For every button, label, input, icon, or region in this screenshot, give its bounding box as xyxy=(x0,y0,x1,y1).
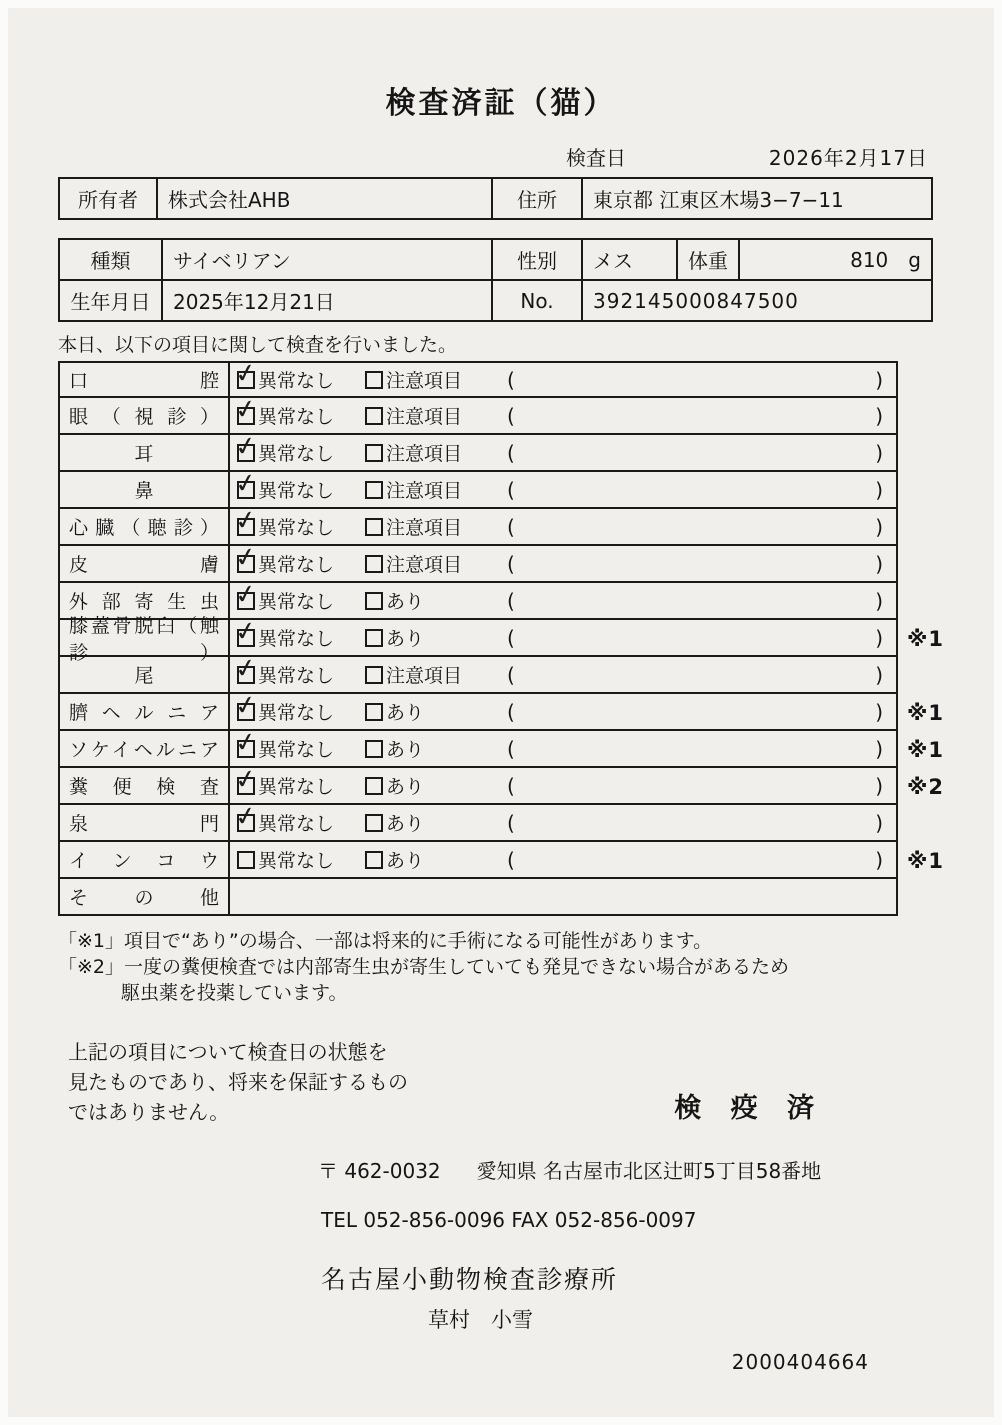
inspection-row-body xyxy=(230,842,896,877)
option-normal-label: 異常なし xyxy=(258,665,335,687)
inspection-item-name: 耳 xyxy=(60,435,230,470)
option-attention-label: 注意項目 xyxy=(386,406,463,428)
inspection-item-name: 膝蓋骨脱臼（触診） xyxy=(60,620,230,655)
remarks-field xyxy=(503,589,896,613)
inspection-date-label: 検査日 xyxy=(566,146,626,170)
paren-open: ( xyxy=(507,514,515,539)
inspection-row-cells xyxy=(58,879,898,916)
checkbox-attention xyxy=(365,777,383,795)
inspection-row xyxy=(58,361,994,398)
inspection-row xyxy=(58,509,994,546)
checkbox-attention xyxy=(365,481,383,499)
birth-label: 生年月日 xyxy=(59,280,162,321)
inspection-row-body xyxy=(230,768,896,803)
disclaimer-row xyxy=(68,1037,994,1127)
option-normal xyxy=(237,513,365,540)
inspection-item-name: 尾 xyxy=(60,657,230,692)
inspection-row-cells xyxy=(58,805,898,842)
inspection-item-name: 眼（視診） xyxy=(60,398,230,433)
option-attention-label: あり xyxy=(386,850,425,872)
option-attention-label: あり xyxy=(386,702,425,724)
option-attention xyxy=(365,513,503,540)
option-normal xyxy=(237,439,365,466)
quarantine-stamp: 検 疫 済 xyxy=(674,1092,824,1124)
inspection-row-body xyxy=(230,398,896,433)
paren-close: ) xyxy=(875,625,883,650)
option-normal-label: 異常なし xyxy=(258,406,335,428)
paren-open: ( xyxy=(507,477,515,502)
inspection-item-name: 糞便検査 xyxy=(60,768,230,803)
serial-number: 2000404664 xyxy=(731,1349,869,1374)
inspection-row-cells xyxy=(58,614,898,664)
option-attention-label: 注意項目 xyxy=(386,370,463,392)
inspection-item-name: 泉門 xyxy=(60,805,230,840)
inspection-row-cells xyxy=(58,546,898,583)
remarks-field xyxy=(503,663,896,687)
no-label: No. xyxy=(492,280,582,321)
page-title: 検査済証（猫） xyxy=(385,86,617,121)
paren-open: ( xyxy=(507,773,515,798)
inspection-row xyxy=(58,731,994,768)
inspection-row-cells xyxy=(58,472,898,509)
inspection-item-name: 臍ヘルニア xyxy=(60,694,230,729)
remarks-field xyxy=(503,552,896,576)
checkbox-attention xyxy=(365,444,383,462)
option-normal-label: 異常なし xyxy=(258,443,335,465)
remarks-field xyxy=(503,368,896,392)
checkbox-normal xyxy=(237,444,255,462)
paren-close: ) xyxy=(875,403,883,428)
footnote-2: 「※2」一度の糞便検査では内部寄生虫が寄生していても発見できない場合があるため xyxy=(58,956,790,979)
option-normal-label: 異常なし xyxy=(258,776,335,798)
checkbox-normal xyxy=(237,851,255,869)
paren-close: ) xyxy=(875,736,883,761)
inspection-item-name: インコウ xyxy=(60,842,230,877)
option-attention-label: あり xyxy=(386,628,425,650)
checkbox-attention xyxy=(365,666,383,684)
inspection-row-cells xyxy=(58,361,898,398)
inspection-row-body xyxy=(230,435,896,470)
remarks-field xyxy=(503,811,896,835)
checkbox-attention xyxy=(365,407,383,425)
weight-unit: g xyxy=(908,247,921,272)
option-attention xyxy=(365,587,503,614)
weight-label: 体重 xyxy=(677,239,739,280)
inspection-row-cells xyxy=(58,509,898,546)
paren-close: ) xyxy=(875,773,883,798)
clinic-tel: TEL 052-856-0096 FAX 052-856-0097 xyxy=(321,1207,697,1232)
breed-label: 種類 xyxy=(59,239,162,280)
disclaimer-line-2: 見たものであり、将来を保証するもの xyxy=(68,1069,408,1094)
checkbox-normal xyxy=(237,555,255,573)
footnote-marker xyxy=(898,472,965,509)
checkbox-attention xyxy=(365,703,383,721)
checkbox-attention xyxy=(365,371,383,389)
checkbox-normal xyxy=(237,371,255,389)
no-value: 392145000847500 xyxy=(582,280,932,321)
option-attention xyxy=(365,809,503,836)
disclaimer-text xyxy=(68,1037,408,1127)
inspection-row xyxy=(58,435,994,472)
clinic-name: 名古屋小動物検査診療所 xyxy=(321,1264,619,1294)
paren-open: ( xyxy=(507,440,515,465)
footnote-marker xyxy=(898,435,965,472)
inspection-row-body xyxy=(230,731,896,766)
checkbox-normal xyxy=(237,740,255,758)
option-attention xyxy=(365,439,503,466)
animal-row-1 xyxy=(59,239,932,280)
inspection-row xyxy=(58,398,994,435)
option-normal-label: 異常なし xyxy=(258,628,335,650)
paren-close: ) xyxy=(875,847,883,872)
option-normal xyxy=(237,735,365,762)
option-normal-label: 異常なし xyxy=(258,554,335,576)
owner-value: 株式会社AHB xyxy=(157,178,492,219)
checkbox-normal xyxy=(237,777,255,795)
remarks-field xyxy=(503,626,896,650)
paren-close: ) xyxy=(875,699,883,724)
option-attention xyxy=(365,366,503,393)
owner-row xyxy=(59,178,932,219)
inspection-row-cells xyxy=(58,842,898,879)
option-attention-label: 注意項目 xyxy=(386,554,463,576)
checkbox-attention xyxy=(365,740,383,758)
option-attention-label: 注意項目 xyxy=(386,443,463,465)
option-attention xyxy=(365,772,503,799)
owner-table xyxy=(58,177,933,220)
checkbox-attention xyxy=(365,592,383,610)
footnote-marker xyxy=(898,583,965,620)
footnote-2-continued: 駆虫薬を投薬しています。 xyxy=(121,982,348,1005)
inspection-item-name: ソケイヘルニア xyxy=(60,731,230,766)
option-attention xyxy=(365,846,503,873)
weight-value: 810 xyxy=(850,247,889,272)
inspection-date-row xyxy=(58,142,928,171)
paren-close: ) xyxy=(875,514,883,539)
paren-close: ) xyxy=(875,551,883,576)
option-normal xyxy=(237,624,365,651)
inspection-row xyxy=(58,472,994,509)
inspection-row-body xyxy=(230,546,896,581)
option-normal-label: 異常なし xyxy=(258,702,335,724)
footnote-marker: ※2 xyxy=(907,774,945,799)
footnote-marker: ※1 xyxy=(907,737,945,762)
inspection-row xyxy=(58,614,994,664)
option-attention-label: あり xyxy=(386,776,425,798)
inspection-row xyxy=(58,879,994,916)
paren-open: ( xyxy=(507,403,515,428)
paren-close: ) xyxy=(875,477,883,502)
footnote-marker xyxy=(898,805,965,842)
option-attention-label: あり xyxy=(386,813,425,835)
footnote-marker xyxy=(898,546,965,583)
inspection-row-body xyxy=(230,657,896,692)
option-normal xyxy=(237,846,365,873)
option-normal xyxy=(237,476,365,503)
option-normal xyxy=(237,698,365,725)
remarks-field xyxy=(503,848,896,872)
inspection-row xyxy=(58,768,994,805)
animal-row-2 xyxy=(59,280,932,321)
checkbox-attention xyxy=(365,555,383,573)
paren-open: ( xyxy=(507,662,515,687)
option-normal xyxy=(237,366,365,393)
option-normal-label: 異常なし xyxy=(258,591,335,613)
paren-open: ( xyxy=(507,588,515,613)
inspection-row xyxy=(58,657,994,694)
inspection-row xyxy=(58,546,994,583)
footnote-marker: ※1 xyxy=(907,626,945,651)
option-attention xyxy=(365,476,503,503)
checkbox-normal xyxy=(237,592,255,610)
weight-value-cell xyxy=(739,239,932,280)
footnote-marker xyxy=(898,398,965,435)
intro-text: 本日、以下の項目に関して検査を行いました。 xyxy=(58,334,458,356)
option-normal xyxy=(237,587,365,614)
breed-value: サイベリアン xyxy=(162,239,492,280)
sex-value: メス xyxy=(582,239,677,280)
option-attention xyxy=(365,661,503,688)
clinic-postal-line xyxy=(318,1155,994,1184)
address-value: 東京都 江東区木場3−7−11 xyxy=(582,178,932,219)
footnote-marker xyxy=(898,361,965,398)
inspection-row-body xyxy=(230,583,896,618)
checkbox-attention xyxy=(365,518,383,536)
address-label: 住所 xyxy=(492,178,582,219)
inspection-row-body xyxy=(230,805,896,840)
checkbox-attention xyxy=(365,629,383,647)
paren-close: ) xyxy=(875,662,883,687)
paren-open: ( xyxy=(507,699,515,724)
paren-open: ( xyxy=(507,847,515,872)
owner-label: 所有者 xyxy=(59,178,157,219)
clinic-address: 愛知県 名古屋市北区辻町5丁目58番地 xyxy=(476,1158,822,1183)
clinic-postal: 〒 462-0032 xyxy=(318,1158,441,1183)
remarks-field xyxy=(503,441,896,465)
vet-name: 草村 小雪 xyxy=(428,1307,533,1332)
option-normal xyxy=(237,550,365,577)
inspection-row-body xyxy=(230,620,896,655)
option-attention xyxy=(365,698,503,725)
inspection-row-cells xyxy=(58,731,898,768)
option-normal-label: 異常なし xyxy=(258,739,335,761)
inspection-row xyxy=(58,842,994,879)
footnote-marker xyxy=(898,657,965,694)
inspection-date-value: 2026年2月17日 xyxy=(768,146,928,170)
option-attention xyxy=(365,550,503,577)
inspection-table xyxy=(58,361,994,916)
birth-value: 2025年12月21日 xyxy=(162,280,492,321)
paren-open: ( xyxy=(507,367,515,392)
footnote-marker xyxy=(898,879,965,916)
animal-table xyxy=(58,238,933,322)
inspection-row-body xyxy=(230,472,896,507)
inspection-item-name: 皮膚 xyxy=(60,546,230,581)
disclaimer-line-3: ではありません。 xyxy=(68,1099,230,1124)
option-attention-label: 注意項目 xyxy=(386,517,463,539)
option-normal-label: 異常なし xyxy=(258,517,335,539)
checkbox-normal xyxy=(237,629,255,647)
remarks-field xyxy=(503,737,896,761)
option-attention xyxy=(365,624,503,651)
inspection-row xyxy=(58,694,994,731)
paren-close: ) xyxy=(875,810,883,835)
inspection-item-name: 心臓（聴診） xyxy=(60,509,230,544)
inspection-item-name: 外部寄生虫 xyxy=(60,583,230,618)
disclaimer-line-1: 上記の項目について検査日の状態を xyxy=(68,1039,388,1064)
remarks-field xyxy=(503,478,896,502)
inspection-row-body xyxy=(230,363,896,396)
sex-label: 性別 xyxy=(492,239,582,280)
inspection-row-body xyxy=(230,879,896,914)
inspection-row-cells xyxy=(58,768,898,805)
remarks-field xyxy=(503,515,896,539)
checkbox-attention xyxy=(365,851,383,869)
checkbox-normal xyxy=(237,407,255,425)
footnotes xyxy=(58,928,994,1007)
inspection-row-cells xyxy=(58,657,898,694)
option-normal xyxy=(237,772,365,799)
checkbox-normal xyxy=(237,703,255,721)
option-normal-label: 異常なし xyxy=(258,370,335,392)
paren-close: ) xyxy=(875,367,883,392)
option-attention xyxy=(365,402,503,429)
inspection-row-body xyxy=(230,509,896,544)
option-attention-label: あり xyxy=(386,591,425,613)
option-attention xyxy=(365,735,503,762)
option-normal-label: 異常なし xyxy=(258,813,335,835)
footnote-marker xyxy=(898,509,965,546)
inspection-item-name: その他 xyxy=(60,879,230,914)
inspection-item-name: 鼻 xyxy=(60,472,230,507)
option-attention-label: あり xyxy=(386,739,425,761)
paren-open: ( xyxy=(507,736,515,761)
checkbox-normal xyxy=(237,481,255,499)
paren-close: ) xyxy=(875,440,883,465)
option-normal xyxy=(237,661,365,688)
inspection-row xyxy=(58,805,994,842)
paren-open: ( xyxy=(507,810,515,835)
checkbox-normal xyxy=(237,814,255,832)
footnote-1: 「※1」項目で“あり”の場合、一部は将来的に手術になる可能性があります。 xyxy=(58,930,713,952)
option-normal xyxy=(237,809,365,836)
remarks-field xyxy=(503,774,896,798)
option-attention-label: 注意項目 xyxy=(386,480,463,502)
option-normal-label: 異常なし xyxy=(258,850,335,872)
checkbox-normal xyxy=(237,666,255,684)
footnote-marker: ※1 xyxy=(907,700,945,725)
remarks-field xyxy=(503,404,896,428)
inspection-item-name: 口腔 xyxy=(60,363,230,396)
inspection-row-cells xyxy=(58,694,898,731)
remarks-field xyxy=(503,700,896,724)
footnote-marker: ※1 xyxy=(907,848,945,873)
checkbox-attention xyxy=(365,814,383,832)
inspection-row-cells xyxy=(58,398,898,435)
option-normal xyxy=(237,402,365,429)
checkbox-normal xyxy=(237,518,255,536)
inspection-row-cells xyxy=(58,435,898,472)
paren-open: ( xyxy=(507,625,515,650)
option-normal-label: 異常なし xyxy=(258,480,335,502)
inspection-row-body xyxy=(230,694,896,729)
option-attention-label: 注意項目 xyxy=(386,665,463,687)
paren-open: ( xyxy=(507,551,515,576)
paren-close: ) xyxy=(875,588,883,613)
